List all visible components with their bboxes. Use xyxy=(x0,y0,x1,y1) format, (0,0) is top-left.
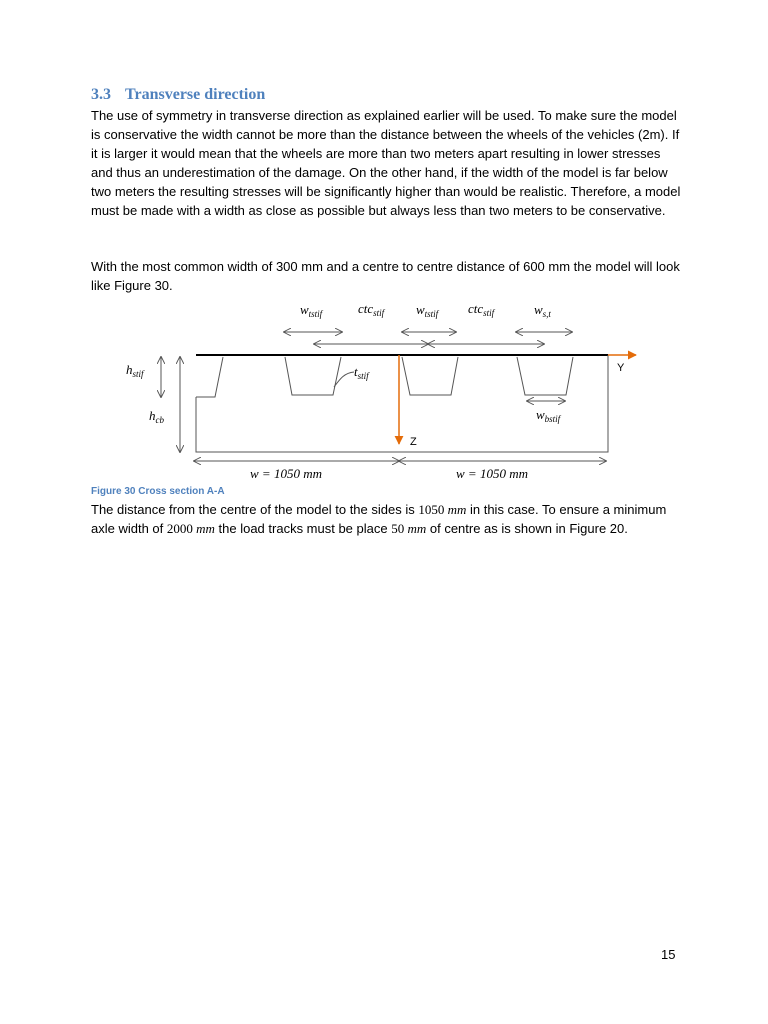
label-ws-t: $w_{s,t}$ xyxy=(534,302,551,319)
paragraph-symmetry: The use of symmetry in transverse direction as explained earlier will be used. To make sure the model is conservative the width cannot be more than the distance between the wheels of the vehicles (2m). If it is larger it would mean that the wheels are more than two meters apart resulting in lower stresses and thus an underestimation of the damage. On the other hand, if the width of the model is far below two meters the resulting stresses will be significantly higher than would be realistic. Therefore, a model must be made with a width as close as possible but always less than two meters to be conservative. xyxy=(91,108,681,218)
label-w-bstif: $w_{bstif}$ xyxy=(536,407,561,424)
math-value: 50 mm xyxy=(391,521,427,536)
page-number: 15 xyxy=(661,947,676,962)
label-t-stif: $t_{stif}$ xyxy=(354,364,369,381)
label-w-tstif-1: $w_{tstif}$ xyxy=(300,302,323,319)
math-value: 1050 mm xyxy=(418,502,467,517)
label-w-tstif-2: $w_{tstif}$ xyxy=(416,302,439,319)
label-w-left: w = 1050 mm xyxy=(250,466,322,480)
section-title: Transverse direction xyxy=(125,86,266,103)
text-run: The distance from the centre of the model to the sides is xyxy=(91,502,419,517)
label-h-cb: $h_{cb}$ xyxy=(149,408,164,425)
top-dimension-arrows xyxy=(284,332,572,344)
cross-section-figure xyxy=(120,295,640,480)
axis-z-label: Z xyxy=(410,436,417,448)
paragraph-distance xyxy=(91,500,683,538)
section-heading xyxy=(91,86,265,104)
cross-section-outline xyxy=(196,355,608,452)
text-run: of centre as is shown in Figure 20. xyxy=(426,521,628,536)
text-run: in this case. To ensure a minimum axle width of xyxy=(91,502,667,536)
label-w-right: w = 1050 mm xyxy=(456,466,528,480)
section-number: 3.3 xyxy=(91,86,111,103)
label-ctc-stif-2: ctc$_{stif}$ xyxy=(468,301,495,318)
axis-y-label: Y xyxy=(617,362,625,374)
label-ctc-stif-1: ctc$_{stif}$ xyxy=(358,301,385,318)
label-h-stif: $h_{stif}$ xyxy=(126,362,144,379)
text-run: the load tracks must be place xyxy=(214,521,392,536)
paragraph-common-width: With the most common width of 300 mm and a centre to centre distance of 600 mm the model will look like Figure 30. xyxy=(91,259,680,293)
math-value: 2000 mm xyxy=(166,521,215,536)
figure-caption: Figure 30 Cross section A-A xyxy=(91,486,225,497)
